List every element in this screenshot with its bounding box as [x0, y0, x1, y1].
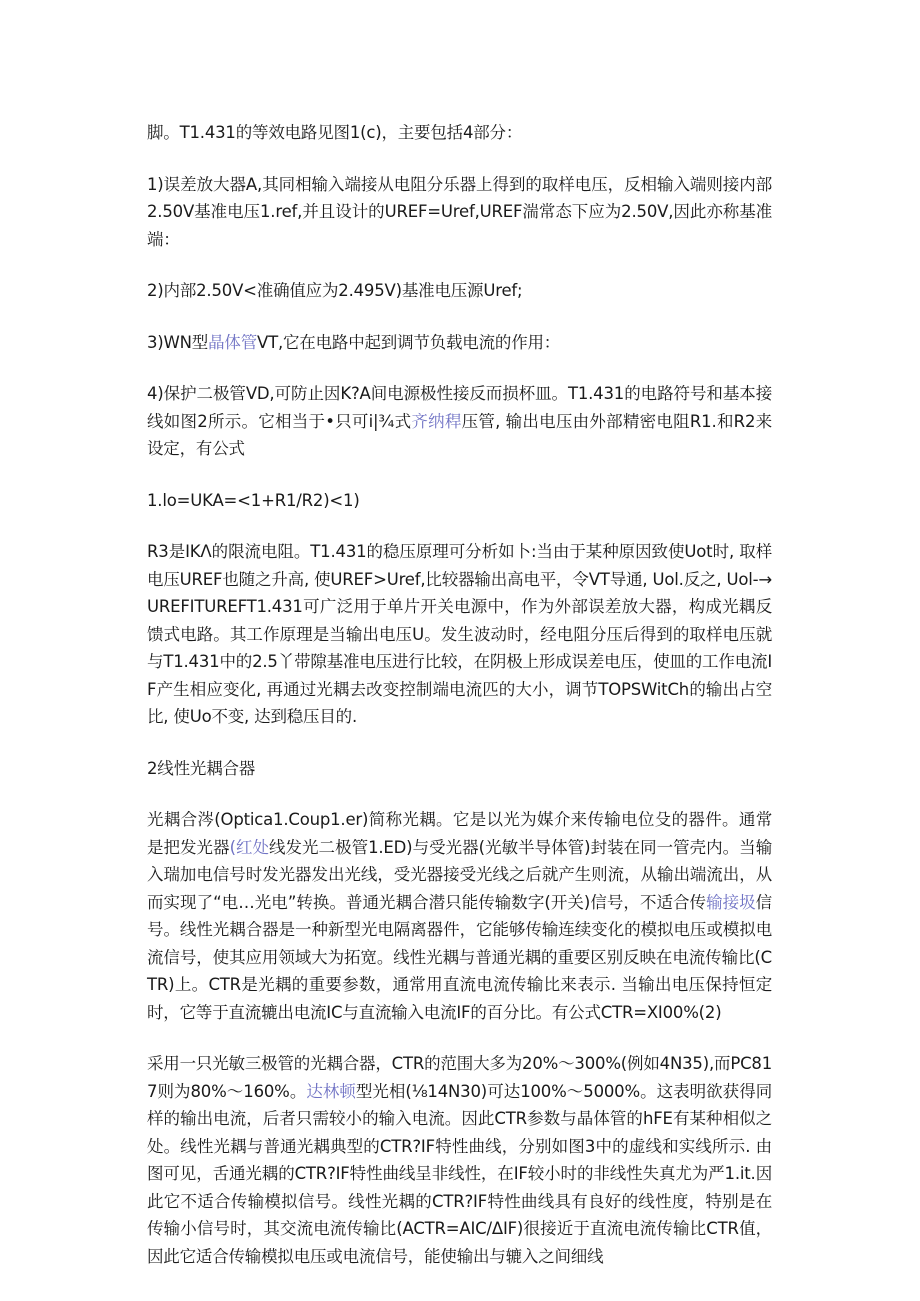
link-zener[interactable]: 齐纳稈 [411, 411, 462, 431]
formula-line: 1.lo=UKA=<1+R1/R2)<1) [147, 490, 360, 510]
paragraph-1: 脚。T1.431的等效电路见图1(c)，主要包括4部分： [147, 123, 523, 142]
paragraph-9 [147, 806, 772, 1026]
link-transistor[interactable]: 晶体管 [208, 332, 257, 352]
link-darlington[interactable]: 达林顿 [306, 1081, 356, 1101]
paragraph-4-text-a: 3)WN型 [147, 332, 209, 352]
paragraph-9-text-c: 信号。线性光耦合器是一种新型光电隔离器件，它能够传输连续变化的模拟电压或模拟电流信号，使其应用领域大为拓宽。线性光耦与普通光耦的重要区别反映在电流传输比(CTR)上。CTR是光耦的重要参数，通常用直流电流传输比来表示. 当输出电压保持恒定时，它等于直流辘出电流IC与直流输入电流IF的百分比。有公式CTR=XI00%(2) [147, 892, 772, 1022]
paragraph-3: 2)内部2.50V<准确值应为2.495V)基准电压源Uref; [147, 281, 523, 300]
section-heading: 2线性光耦合器 [147, 758, 256, 778]
paragraph-5-text-a: 4)保护二极管VD,可防止因K?A间电源极性接反而损杯皿。T1.431的电路符号和基本接线如图2所示。它相当于•只可i|¾式 [147, 384, 772, 431]
paragraph-5-text-b: 压管, 输出电压由外部精密电阻R1.和R2来设定，有公式 [147, 411, 772, 458]
paragraph-9-text-a: 光耦合涔(Optica1.Coup1.er)简称光耦。它是以光为媒介来传输电位殳的器件。通常是把发光器 [147, 810, 772, 857]
paragraph-5 [147, 380, 772, 463]
paragraph-2: 1)误差放大器A,其同相输入端接从电阻分乐器上得到的取样电压，反相输入端则接内部2.50V基准电压1.ref,并且设计的UREF=Uref,UREF湍常态下应为2.50V,因此亦称基准端： [147, 174, 772, 249]
paragraph-4 [147, 329, 772, 357]
document-page [147, 119, 772, 1270]
paragraph-10-text-a: 采用一只光敏三极管的光耦合器，CTR的范围大多为20%〜300%(例如4N35),而PC817则为80%〜160%。 [147, 1054, 772, 1101]
paragraph-10 [147, 1050, 772, 1270]
link-analog[interactable]: 输接圾 [706, 892, 756, 912]
paragraph-4-text-b: VT,它在电路中起到调节负载电流的作用： [257, 332, 561, 352]
paragraph-10-text-b: 型光相(⅛14N30)可达100%〜5000%。这表明欲获得同样的输出电流，后者只需较小的输入电流。因此CTR参数与晶体管的hFE有某种相似之处。线性光耦与普通光耦典型的CTR?IF特性曲线，分别如图3中的虚线和实线所示. 由图可见，舌通光耦的CTR?IF特性曲线呈非线性，在IF较小时的非线性失真尤为严1.it.因此它不适合传输模拟信号。线性光耦的CTR?IF特性曲线具有良好的线性度，特别是在传输小信号时，其交流电流传输比(ACTR=AIC/ΔIF)很接近于直流电流传输比CTR值，因此它适合传输模拟电压或电流信号，能使输出与辘入之间细线 [147, 1081, 772, 1266]
link-infrared[interactable]: (红处 [229, 837, 270, 857]
paragraph-9-text-b: 线发光二极管1.ED)与受光器(光敏半导体管)封装在同一管壳内。当输入瑞加电信号时发光器发出光线，受光器接受光线之后就产生则流，从输出端流出，从而实现了“电…光电”转换。普通光耦合潜只能传输数字(开关)信号，不适合传 [147, 837, 772, 912]
paragraph-7: R3是IKΛ的限流电阻。T1.431的稳压原理可分析如卜:当由于某种原因致使Uot时, 取样电压UREF也随之升高, 使UREF>Uref,比较器输出高电平，令VT导通, Uol.反之, Uol-→UREFITUREFT1.431可广泛用于单片开关电源中，作为外部误差放大器，构成光耦反馈式电路。其工作原理是当输出电压U。发生波动时，经电阻分压后得到的取样电压就与T1.431中的2.5丫带隙基准电压进行比较，在阴极上形成误差电压，使皿的工作电流IF产生相应变化, 再通过光耦去改变控制端电流匹的大小，调节TOPSWitCh的输出占空比, 使Uo不变, 达到稳压目的. [147, 542, 772, 726]
